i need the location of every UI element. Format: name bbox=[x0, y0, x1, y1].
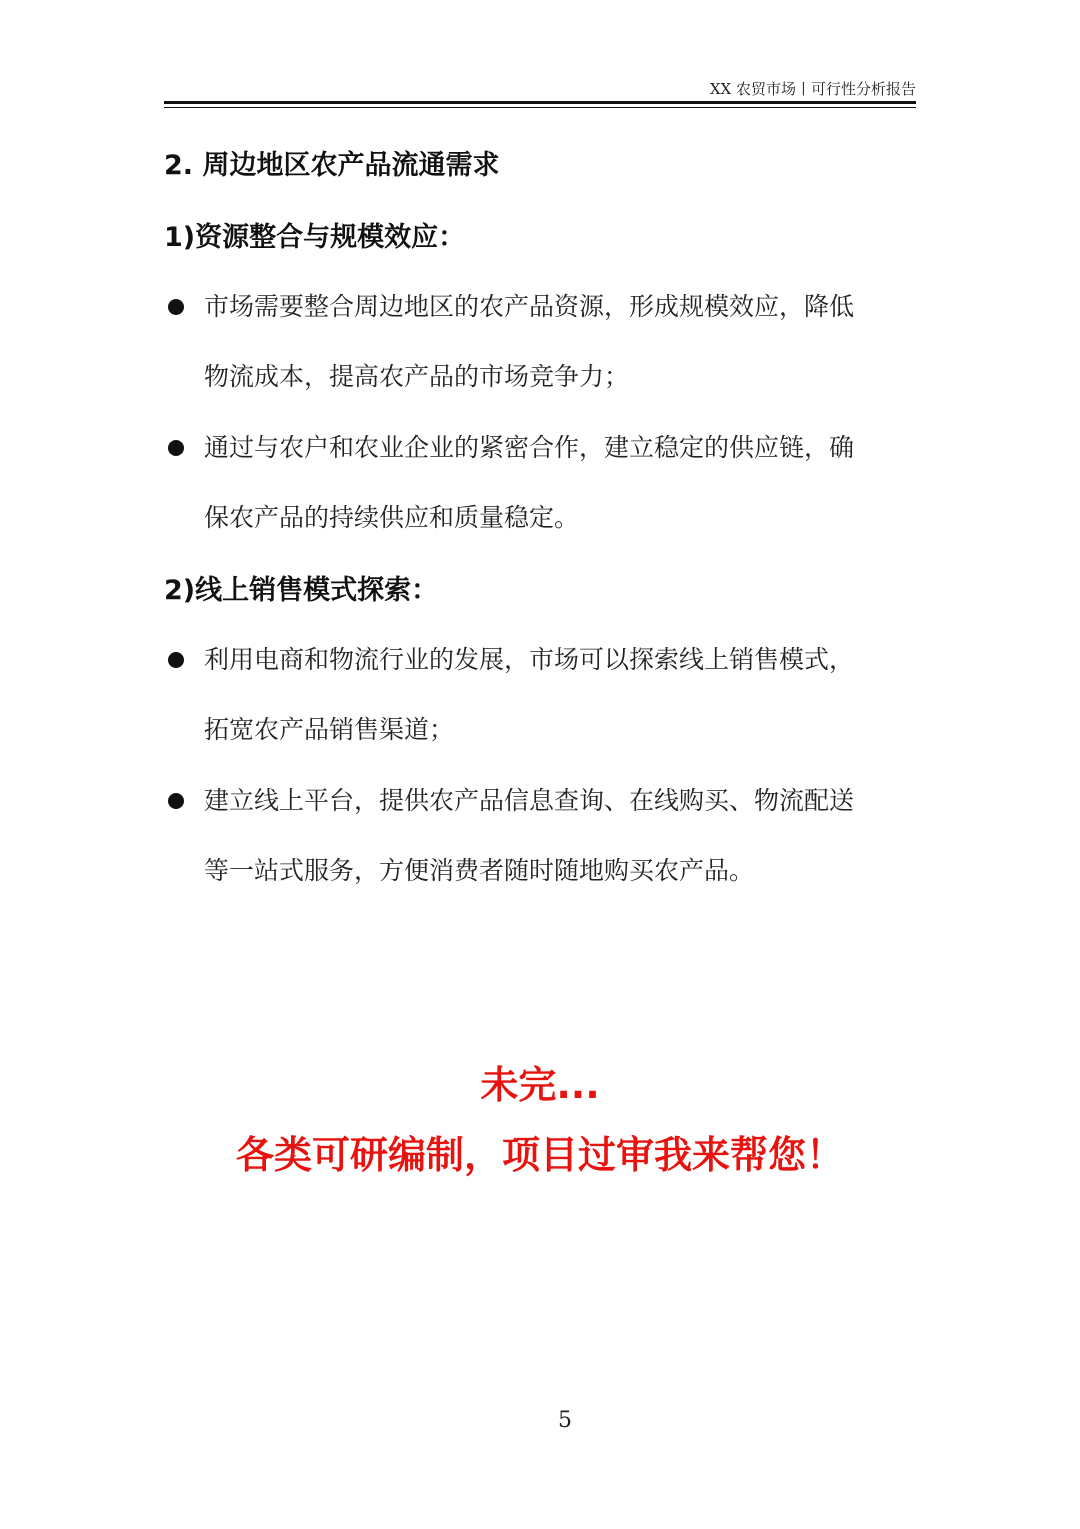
bullet-icon bbox=[168, 299, 184, 315]
list-item-line: 建立线上平台，提供农产品信息查询、在线购买、物流配送 bbox=[204, 786, 855, 815]
list-item-line: 市场需要整合周边地区的农产品资源，形成规模效应，降低 bbox=[204, 292, 855, 321]
bullet-icon bbox=[168, 440, 184, 456]
list-item-line: 等一站式服务，方便消费者随时随地购买农产品。 bbox=[204, 856, 755, 885]
bullet-icon bbox=[168, 793, 184, 809]
list-item-line: 物流成本，提高农产品的市场竞争力； bbox=[204, 362, 630, 391]
list-item-line: 拓宽农产品销售渠道； bbox=[204, 715, 455, 744]
header-title: XX 农贸市场丨可行性分析报告 bbox=[709, 80, 916, 98]
notice-unfinished: 未完... bbox=[480, 1063, 600, 1107]
list-item-line: 保农产品的持续供应和质量稳定。 bbox=[204, 503, 580, 532]
notice-promo: 各类可研编制，项目过审我来帮您！ bbox=[235, 1133, 844, 1177]
list-item-line: 利用电商和物流行业的发展，市场可以探索线上销售模式， bbox=[204, 645, 855, 674]
header-rule-thin bbox=[164, 107, 916, 108]
header-rule-thick bbox=[164, 101, 916, 104]
list-item-line: 通过与农户和农业企业的紧密合作，建立稳定的供应链，确 bbox=[204, 433, 855, 462]
bullet-icon bbox=[168, 652, 184, 668]
subsection-title: 1)资源整合与规模效应： bbox=[164, 222, 466, 253]
subsection-title: 2)线上销售模式探索： bbox=[164, 575, 439, 606]
page-number: 5 bbox=[558, 1408, 572, 1433]
section-title: 2. 周边地区农产品流通需求 bbox=[164, 150, 500, 181]
